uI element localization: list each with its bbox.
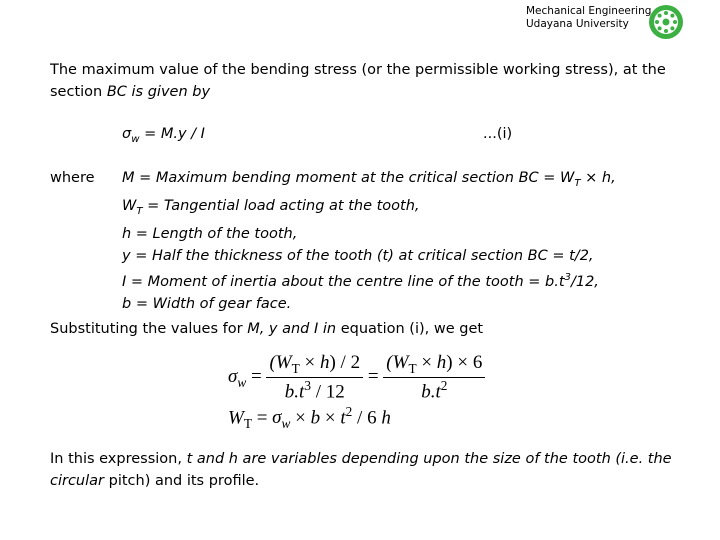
bending-stress-equation: $\sigma_w = M.y / I$ [122,126,205,145]
fraction-left: $\frac{(W_T \times h) / 2}{b.t^3 / 12}$ [266,352,363,403]
definition-item: I = Moment of inertia about the centre line of the tooth = $b.t^3/12$, [122,271,599,290]
intro-line-1: The maximum value of the bending stress (or the permissible working stress), at the [50,62,666,78]
university-seal-icon [648,4,684,40]
definition-item: y = Half the thickness of the tooth (t) at critical section BC = t/2, [122,247,594,264]
conclusion-paragraph [50,448,672,492]
substituted-formula-line-2: $W_T = \sigma_w \times b \times t^2 / 6$ h [228,404,391,432]
header-university: Udayana University [526,18,629,30]
header-department: Mechanical Engineering [526,5,652,17]
definition-item: b = Width of gear face. [122,295,292,312]
fraction-right: $\frac{(W_T \times h) \times 6}{b.t^2}$ [383,352,485,403]
where-definitions [122,167,616,315]
equation-label: ...(i) [483,126,513,142]
intro-paragraph [50,59,666,103]
where-label: where [50,170,95,186]
definition-item: h = Length of the tooth, [122,225,298,242]
definition-item: $W_T$ = Tangential load acting at the tooth, [122,197,420,217]
definition-item: M = Maximum bending moment at the critical section BC = $W_T \times h$, [122,170,616,189]
conclusion-line-1: In this expression, t and h are variables depending upon the size of the tooth (i.e. the [50,451,672,467]
intro-line-2: section BC is given by [50,84,211,100]
substituted-formula-line-1: $\sigma_w$ = $\frac{(W_T \times h) / 2}{b.t^3 / 12}$ = $\frac{(W_T \times h) \times 6}{b.t^2}$ [228,352,485,403]
conclusion-line-2: circular pitch) and its profile. [50,473,260,489]
header-affiliation [526,5,651,31]
substituting-paragraph: Substituting the values for M, y and I in equation (i), we get [50,321,484,337]
